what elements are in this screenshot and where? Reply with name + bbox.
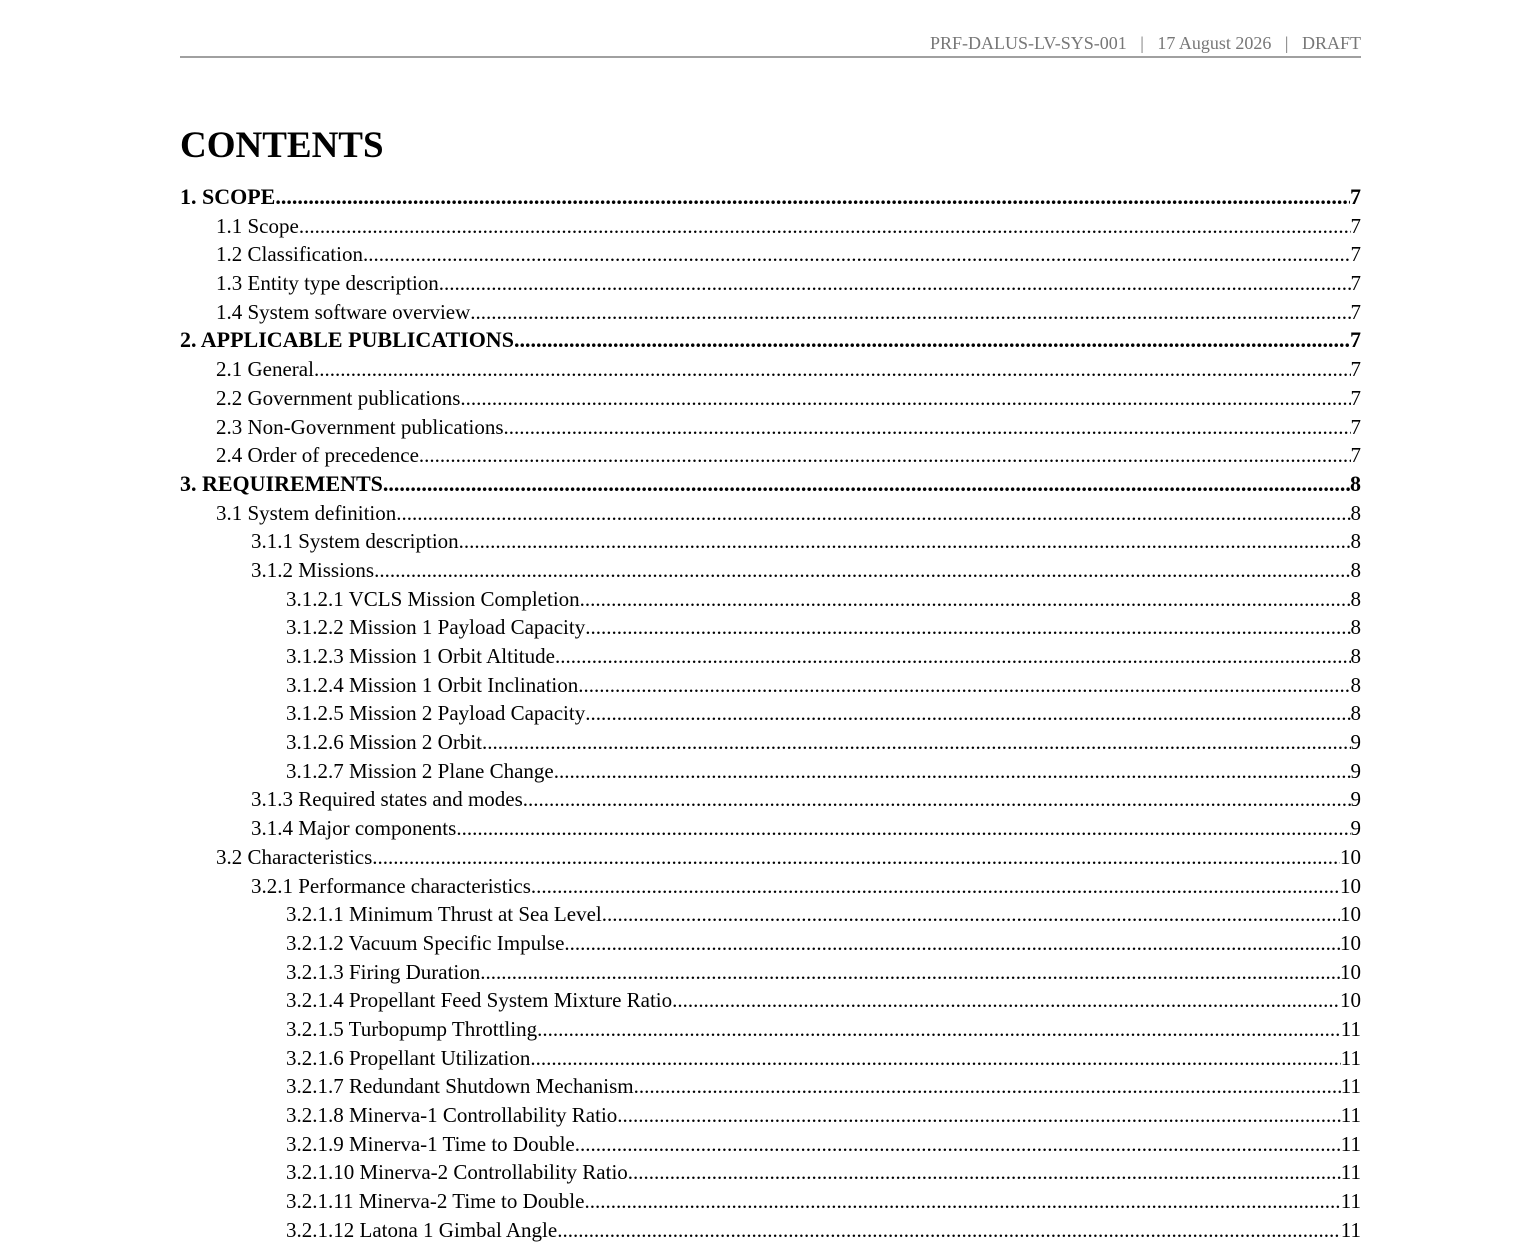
dot-leader (585, 699, 1350, 728)
toc-entry-page: 8 (1350, 557, 1361, 582)
dot-leader (585, 613, 1350, 642)
toc-entry-page: 8 (1350, 701, 1361, 726)
dot-leader (383, 470, 1350, 499)
dot-leader (530, 1044, 1340, 1073)
dot-leader (584, 1187, 1340, 1216)
toc-entry-page: 11 (1340, 1131, 1361, 1156)
toc-entry-title: 3.2.1.2 Vacuum Specific Impulse (286, 930, 565, 955)
toc-entry-page: 9 (1350, 758, 1361, 783)
toc-entry[interactable] (180, 585, 1361, 614)
toc-entry-page: 7 (1350, 443, 1361, 468)
toc-entry-title: 3.2.1.5 Turbopump Throttling (286, 1016, 538, 1041)
dot-leader (419, 441, 1351, 470)
toc-entry[interactable] (180, 613, 1361, 642)
dot-leader (575, 1130, 1341, 1159)
toc-entry-title: 2.1 General (216, 357, 314, 382)
toc-entry-title: 3.1.3 Required states and modes (251, 787, 523, 812)
toc-entry-page: 11 (1340, 1016, 1361, 1041)
toc-entry-title: 3.1 System definition (216, 500, 397, 525)
toc-entry-page: 10 (1340, 902, 1361, 927)
dot-leader (275, 183, 1350, 212)
toc-entry[interactable] (180, 527, 1361, 556)
toc-entry-title: 1.3 Entity type description (216, 271, 439, 296)
toc-entry[interactable] (180, 1101, 1361, 1130)
toc-entry-page: 7 (1350, 242, 1361, 267)
toc-entry-page: 11 (1340, 1045, 1361, 1070)
toc-entry-title: 3.2.1.3 Firing Duration (286, 959, 481, 984)
toc-entry[interactable] (180, 240, 1361, 269)
dot-leader (372, 843, 1340, 872)
toc-entry[interactable] (180, 499, 1361, 528)
toc-entry-title: 3.2.1.1 Minimum Thrust at Sea Level (286, 902, 602, 927)
dot-leader (578, 671, 1350, 700)
toc-entry-page: 9 (1350, 816, 1361, 841)
table-of-contents (180, 183, 1361, 1244)
header-separator: | (1284, 33, 1289, 53)
toc-entry[interactable] (180, 470, 1361, 499)
toc-entry-page: 9 (1350, 730, 1361, 755)
toc-entry-page: 8 (1350, 615, 1361, 640)
toc-entry[interactable] (180, 183, 1361, 212)
dot-leader (299, 212, 1351, 241)
toc-entry-page: 7 (1350, 271, 1361, 296)
toc-entry-title: 3.1.2.4 Mission 1 Orbit Inclination (286, 672, 579, 697)
toc-entry-page: 8 (1350, 470, 1361, 496)
toc-entry[interactable] (180, 785, 1361, 814)
toc-entry[interactable] (180, 671, 1361, 700)
toc-entry[interactable] (180, 1216, 1361, 1244)
toc-entry[interactable] (180, 355, 1361, 384)
dot-leader (531, 872, 1340, 901)
dot-leader (439, 269, 1351, 298)
toc-entry[interactable] (180, 757, 1361, 786)
toc-entry[interactable] (180, 958, 1361, 987)
dot-leader (363, 240, 1351, 269)
dot-leader (628, 1158, 1341, 1187)
dot-leader (617, 1101, 1340, 1130)
dot-leader (602, 900, 1340, 929)
dot-leader (482, 728, 1350, 757)
toc-entry-title: 2.2 Government publications (216, 385, 461, 410)
toc-entry-title: 2.4 Order of precedence (216, 443, 419, 468)
dot-leader (374, 556, 1350, 585)
toc-entry[interactable] (180, 298, 1361, 327)
toc-entry-page: 11 (1340, 1217, 1361, 1242)
toc-entry-page: 8 (1350, 529, 1361, 554)
toc-entry-page: 8 (1350, 586, 1361, 611)
toc-entry-page: 10 (1340, 988, 1361, 1013)
toc-entry[interactable] (180, 728, 1361, 757)
toc-entry-page: 11 (1340, 1189, 1361, 1214)
toc-entry-page: 8 (1350, 672, 1361, 697)
dot-leader (504, 413, 1351, 442)
toc-entry[interactable] (180, 556, 1361, 585)
dot-leader (672, 986, 1340, 1015)
toc-entry[interactable] (180, 413, 1361, 442)
toc-entry-page: 10 (1340, 959, 1361, 984)
header-separator: | (1140, 33, 1144, 53)
dot-leader (456, 814, 1350, 843)
toc-entry-title: 3.1.2.3 Mission 1 Orbit Altitude (286, 644, 555, 668)
toc-entry-title: 3.2.1.12 Latona 1 Gimbal Angle (286, 1217, 558, 1242)
toc-entry-title: 1.4 System software overview (216, 299, 471, 324)
toc-entry-title: 3.1.2.7 Mission 2 Plane Change (286, 758, 554, 783)
toc-entry[interactable] (180, 326, 1361, 355)
toc-entry[interactable] (180, 212, 1361, 241)
toc-entry-title: 3.1.1 System description (251, 529, 459, 554)
dot-leader (459, 527, 1351, 556)
dot-leader (460, 384, 1350, 413)
toc-entry-page: 7 (1350, 357, 1361, 382)
dot-leader (480, 958, 1340, 987)
toc-entry-title: 3.2.1.4 Propellant Feed System Mixture Ratio (286, 988, 673, 1013)
dot-leader (514, 326, 1350, 355)
toc-entry-title: 3.1.4 Major components (251, 816, 457, 841)
dot-leader (523, 785, 1351, 814)
toc-entry[interactable] (180, 384, 1361, 413)
toc-entry[interactable] (180, 1015, 1361, 1044)
toc-entry-title: 3.2.1.6 Propellant Utilization (286, 1045, 531, 1070)
toc-entry[interactable] (180, 269, 1361, 298)
toc-entry[interactable] (180, 900, 1361, 929)
toc-entry-title: 3. REQUIREMENTS (180, 470, 383, 496)
toc-entry-page: 7 (1350, 414, 1361, 439)
toc-entry[interactable] (180, 843, 1361, 872)
toc-entry-title: 3.2 Characteristics (216, 844, 373, 869)
toc-entry[interactable] (180, 1044, 1361, 1073)
dot-leader (580, 585, 1351, 614)
toc-entry-page: 7 (1350, 385, 1361, 410)
toc-entry[interactable] (180, 1072, 1361, 1101)
dot-leader (634, 1072, 1341, 1101)
toc-entry-title: 2. APPLICABLE PUBLICATIONS (180, 327, 514, 353)
toc-entry-title: 3.2.1 Performance characteristics (251, 873, 531, 898)
toc-entry[interactable] (180, 986, 1361, 1015)
toc-entry-page: 9 (1350, 787, 1361, 812)
toc-entry[interactable] (180, 1130, 1361, 1159)
dot-leader (554, 757, 1351, 786)
toc-entry-title: 3.1.2.1 VCLS Mission Completion (286, 586, 580, 611)
toc-entry-page: 7 (1350, 184, 1361, 209)
toc-entry[interactable] (180, 929, 1361, 958)
toc-entry-title: 3.2.1.8 Minerva-1 Controllability Ratio (286, 1103, 618, 1127)
dot-leader (396, 499, 1350, 528)
toc-entry-page: 10 (1340, 844, 1361, 869)
page-title: CONTENTS (180, 125, 384, 166)
toc-entry-page: 7 (1350, 327, 1361, 353)
toc-entry-title: 1.2 Classification (216, 242, 363, 267)
toc-entry-title: 3.2.1.10 Minerva-2 Controllability Ratio (286, 1160, 628, 1185)
toc-entry-title: 1.1 Scope (216, 213, 299, 238)
toc-entry-page: 10 (1340, 930, 1361, 955)
toc-entry-title: 3.2.1.7 Redundant Shutdown Mechanism (286, 1074, 634, 1099)
dot-leader (555, 642, 1351, 671)
toc-entry-page: 8 (1350, 644, 1361, 668)
toc-entry[interactable] (180, 1158, 1361, 1187)
toc-entry[interactable] (180, 872, 1361, 901)
dot-leader (537, 1015, 1341, 1044)
dot-leader (564, 929, 1340, 958)
toc-entry-title: 2.3 Non-Government publications (216, 414, 504, 439)
toc-entry[interactable] (180, 814, 1361, 843)
toc-entry-page: 10 (1340, 873, 1361, 898)
toc-entry-page: 11 (1340, 1160, 1361, 1185)
document-date: 17 August 2026 (1157, 33, 1272, 53)
toc-entry-page: 7 (1350, 299, 1361, 324)
toc-entry-title: 3.1.2.6 Mission 2 Orbit (286, 730, 483, 755)
toc-entry-page: 11 (1340, 1074, 1361, 1099)
toc-entry[interactable] (180, 1187, 1361, 1216)
toc-entry[interactable] (180, 699, 1361, 728)
toc-entry-title: 3.1.2.2 Mission 1 Payload Capacity (286, 615, 586, 640)
dot-leader (470, 298, 1350, 327)
toc-entry-title: 3.2.1.9 Minerva-1 Time to Double (286, 1131, 575, 1156)
toc-entry-title: 1. SCOPE (180, 184, 276, 209)
toc-entry-title: 3.1.2.5 Mission 2 Payload Capacity (286, 701, 586, 726)
document-status: DRAFT (1301, 33, 1361, 53)
toc-entry-title: 3.1.2 Missions (251, 557, 375, 582)
toc-entry[interactable] (180, 441, 1361, 470)
toc-entry-page: 7 (1350, 213, 1361, 238)
page-header (180, 33, 1361, 58)
toc-entry[interactable] (180, 642, 1361, 671)
toc-entry-page: 8 (1350, 500, 1361, 525)
dot-leader (557, 1216, 1341, 1244)
toc-entry-page: 11 (1340, 1103, 1361, 1127)
toc-entry-title: 3.2.1.11 Minerva-2 Time to Double (286, 1189, 585, 1214)
dot-leader (314, 355, 1351, 384)
document-id: PRF-DALUS-LV-SYS-001 (930, 33, 1127, 53)
